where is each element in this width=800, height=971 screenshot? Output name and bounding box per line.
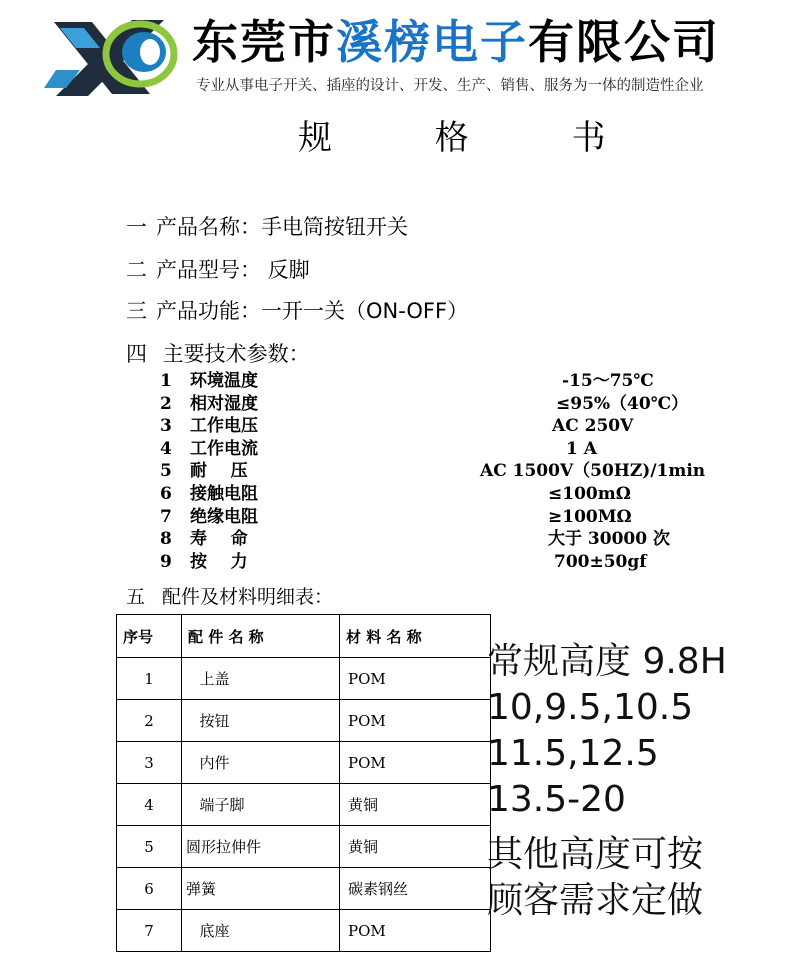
info-product-function [126,295,468,325]
param-value: 700±50gf [554,551,647,572]
row-index: 2 [117,700,182,742]
table-header-row [117,615,491,658]
company-slogan: 专业从事电子开关、插座的设计、开发、生产、销售、服务为一体的制造性企业 [196,78,704,94]
row-part-name: 弹簧 [182,868,340,910]
info-text: 产品名称：手电筒按钮开关 [156,215,408,239]
param-row [160,483,720,506]
header-material: 材 料 名 称 [340,615,491,658]
info-product-name [126,211,408,241]
row-material: 黄铜 [340,826,491,868]
info-text: 产品型号： 反脚 [156,258,310,282]
header-part-name: 配 件 名 称 [182,615,340,658]
info-main-params [126,338,310,368]
company-name-accent: 溪榜电子 [336,15,528,69]
row-index: 4 [117,784,182,826]
param-name: 接触电阻 [190,483,258,504]
param-value: AC 1500V（50HZ)/1min [480,461,706,482]
info-number: 二 [126,258,147,282]
row-material: 碳素钢丝 [340,868,491,910]
param-name: 按 力 [190,551,248,572]
param-number: 7 [160,506,172,527]
param-row [160,506,720,529]
param-number: 9 [160,551,172,572]
param-name: 工作电压 [190,416,258,437]
param-value: ≤100mΩ [548,483,631,504]
parts-heading-text: 配件及材料明细表： [156,586,334,608]
row-index: 7 [117,910,182,952]
row-index: 5 [117,826,182,868]
row-part-name: 按钮 [182,700,340,742]
param-value: 大于 30000 次 [548,529,670,550]
param-value: -15～75℃ [562,371,654,391]
note-line: 顾客需求定做 [487,880,704,921]
row-material: 黄铜 [340,784,491,826]
param-number: 1 [160,371,172,391]
row-part-name: 圆形拉伸件 [182,826,340,868]
parts-heading [126,582,333,609]
info-number: 四 [126,342,147,366]
row-material: POM [340,742,491,784]
row-material: POM [340,910,491,952]
document-title: 规 格 书 [298,118,652,158]
table-row [117,826,491,868]
param-row [160,393,720,416]
note-line: 其他高度可按 [487,834,704,875]
param-number: 5 [160,461,172,482]
param-value: 1 A [566,438,597,459]
param-row [160,415,720,438]
param-row [160,438,720,461]
param-name: 相对湿度 [190,393,258,414]
parts-heading-number: 五 [126,586,146,608]
note-line: 10,9.5,10.5 [487,687,694,728]
row-part-name: 内件 [182,742,340,784]
row-index: 3 [117,742,182,784]
header-index: 序号 [117,615,182,658]
info-text: 主要技术参数： [156,342,310,366]
param-number: 8 [160,529,172,550]
param-number: 2 [160,393,172,414]
table-row [117,910,491,952]
param-row [160,370,720,393]
param-name: 绝缘电阻 [190,506,258,527]
company-name-prefix: 东莞市 [192,15,336,69]
info-number: 一 [126,215,147,239]
company-logo [40,10,180,102]
table-row [117,868,491,910]
parameter-list [160,370,720,573]
param-value: AC 250V [552,416,634,437]
param-number: 4 [160,438,172,459]
param-number: 6 [160,483,172,504]
parts-table [116,614,491,952]
table-row [117,700,491,742]
param-value: ≤95%（40℃） [556,393,689,414]
company-name-suffix: 有限公司 [528,15,720,69]
param-name: 耐 压 [190,461,248,482]
table-row [117,784,491,826]
row-material: POM [340,658,491,700]
info-product-model [126,254,310,284]
param-value: ≥100MΩ [548,506,632,527]
param-row [160,460,720,483]
row-part-name: 底座 [182,910,340,952]
table-row [117,658,491,700]
note-line: 11.5,12.5 [487,733,659,774]
param-name: 环境温度 [190,371,258,391]
row-index: 1 [117,658,182,700]
param-row [160,551,720,574]
row-part-name: 上盖 [182,658,340,700]
param-name: 寿 命 [190,529,248,550]
note-line: 13.5-20 [487,779,626,820]
row-part-name: 端子脚 [182,784,340,826]
company-name [192,12,720,72]
info-number: 三 [126,299,147,323]
row-index: 6 [117,868,182,910]
info-text: 产品功能：一开一关（ON-OFF） [156,299,469,323]
param-number: 3 [160,416,172,437]
row-material: POM [340,700,491,742]
param-row [160,528,720,551]
note-line: 常规高度 9.8H [487,641,727,682]
table-row [117,742,491,784]
param-name: 工作电流 [190,438,258,459]
